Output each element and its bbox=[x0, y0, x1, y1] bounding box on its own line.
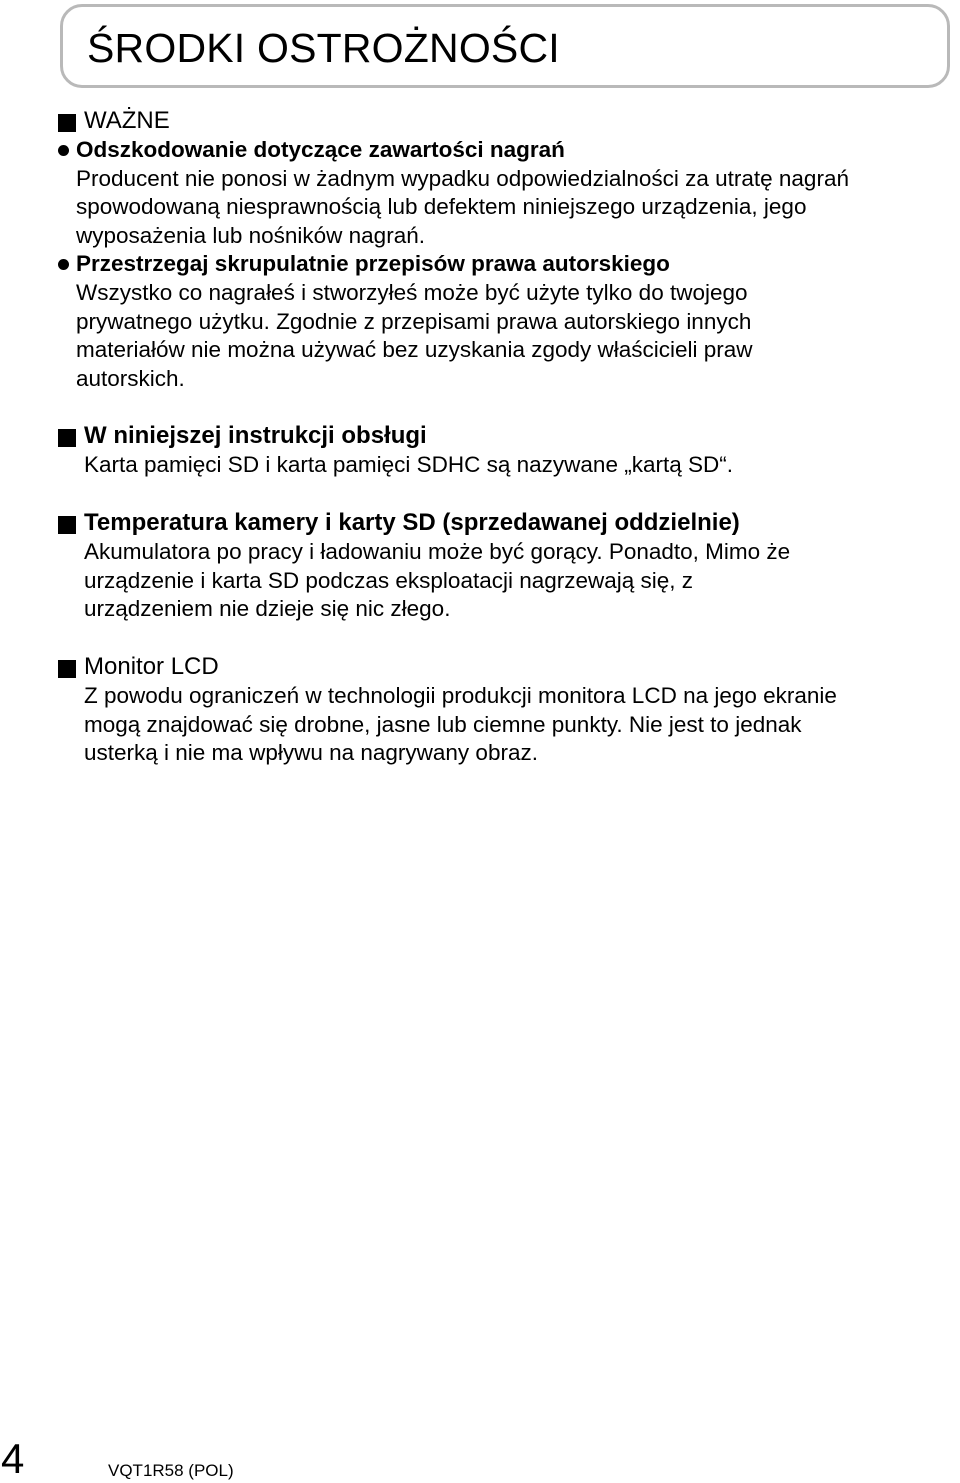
round-bullet-icon bbox=[58, 145, 69, 156]
paragraph-line: urządzenie i karta SD podczas eksploatacji nagrzewają się, z bbox=[84, 567, 694, 593]
page-title: ŚRODKI OSTROŻNOŚCI bbox=[87, 25, 560, 71]
section-heading bbox=[58, 106, 849, 136]
title-box bbox=[60, 4, 950, 88]
section-heading bbox=[58, 508, 790, 538]
page-number: 4 bbox=[1, 1435, 25, 1482]
section-heading-text: W niniejszej instrukcji obsługi bbox=[84, 422, 427, 449]
paragraph-line: mogą znajdować się drobne, jasne lub ciemne punkty. Nie jest to jednak bbox=[84, 711, 802, 737]
paragraph-line: prywatnego użytku. Zgodnie z przepisami prawa autorskiego innych bbox=[76, 308, 752, 334]
paragraph-line: Akumulatora po pracy i ładowaniu może być gorący. Ponadto, Mimo że bbox=[84, 539, 791, 564]
square-bullet-icon bbox=[58, 114, 76, 132]
section-monitor-lcd bbox=[58, 652, 837, 768]
paragraph-line: spowodowaną niesprawnością lub defektem niniejszego urządzenia, jego bbox=[76, 194, 807, 220]
paragraph-line: urządzeniem nie dzieje się nic złego. bbox=[84, 596, 451, 622]
section-heading bbox=[58, 652, 837, 682]
paragraph-line: Producent nie ponosi w żadnym wypadku odpowiedzialności za utratę nagrań bbox=[76, 165, 849, 191]
paragraph-line: usterką i nie ma wpływu na nagrywany obraz. bbox=[84, 740, 538, 766]
section-heading bbox=[58, 421, 733, 451]
paragraph-line: wyposażenia lub nośników nagrań. bbox=[76, 222, 425, 248]
square-bullet-icon bbox=[58, 429, 76, 447]
section-heading-text: Monitor LCD bbox=[84, 653, 219, 680]
section-wazne bbox=[58, 106, 849, 393]
paragraph-line: materiałów nie można używać bez uzyskania zgody właścicieli praw bbox=[76, 337, 753, 363]
section-heading-text: WAŻNE bbox=[84, 107, 170, 134]
section-instrukcja bbox=[58, 421, 733, 480]
paragraph-line: autorskich. bbox=[76, 365, 185, 391]
square-bullet-icon bbox=[58, 660, 76, 678]
document-code: VQT1R58 (POL) bbox=[108, 1461, 234, 1480]
paragraph-line: Wszystko co nagrałeś i stworzyłeś może być użyte tylko do twojego bbox=[76, 279, 748, 305]
section-heading-text: Temperatura kamery i karty SD (sprzedawanej oddzielnie) bbox=[84, 509, 740, 536]
paragraph-line: Karta pamięci SD i karta pamięci SDHC są nazywane „kartą SD“. bbox=[84, 452, 733, 477]
bullet-item-title: Przestrzegaj skrupulatnie przepisów prawa autorskiego bbox=[58, 250, 849, 279]
bullet-item-title: Odszkodowanie dotyczące zawartości nagrań bbox=[58, 136, 849, 165]
square-bullet-icon bbox=[58, 516, 76, 534]
section-temperatura bbox=[58, 508, 790, 624]
paragraph-line: Z powodu ograniczeń w technologii produkcji monitora LCD na jego ekranie bbox=[84, 683, 837, 708]
